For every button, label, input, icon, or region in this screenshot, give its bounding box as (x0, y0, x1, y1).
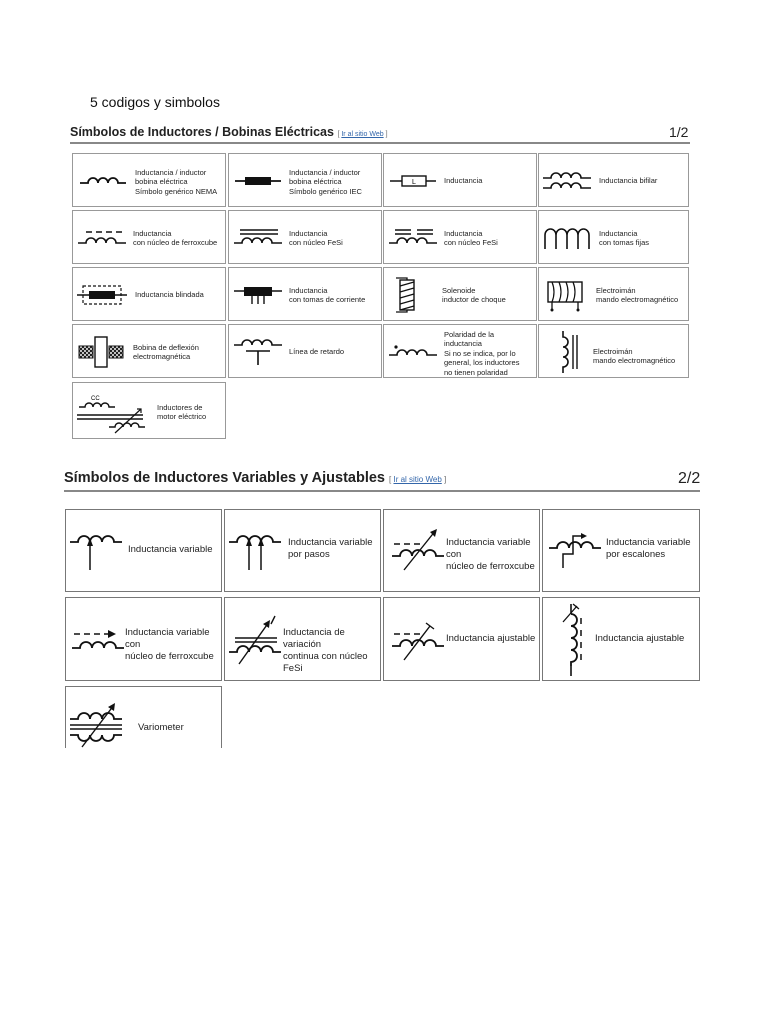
polarity-coil-icon (387, 341, 439, 363)
section-title: Símbolos de Inductores Variables y Ajustables [ Ir al sitio Web ] (64, 470, 447, 486)
site-link[interactable]: Ir al sitio Web (341, 131, 384, 138)
symbol-label: Inductancia con tomas fijas (599, 229, 650, 248)
symbol-cell (72, 382, 226, 439)
symbol-cell (228, 153, 382, 207)
symbol-label: Bobina de deflexión electromagnética (133, 343, 199, 362)
symbol-label: Variometer (138, 722, 184, 733)
symbol-label: Línea de retardo (289, 347, 345, 356)
ferrite-coil-icon (76, 225, 128, 251)
deflection-coil-icon (77, 333, 125, 371)
symbol-label: Inductancia con núcleo FeSi (289, 229, 343, 248)
symbol-cell (65, 597, 222, 681)
variometer-icon (68, 699, 124, 749)
coil-icon (78, 171, 128, 191)
symbol-cell (542, 509, 700, 592)
iron-core-coil-icon (387, 225, 439, 251)
symbol-cell (65, 686, 222, 748)
page-number: 2/2 (678, 470, 701, 487)
symbol-label: Solenoide inductor de choque (442, 286, 506, 305)
vertical-coil-icon (553, 329, 583, 375)
symbol-label: Inductancia variable con núcleo de ferroxcube (125, 627, 214, 662)
section-divider (70, 142, 690, 144)
stepped-variable-coil-icon (227, 524, 283, 574)
symbol-cell (383, 324, 537, 378)
symbol-cell (538, 324, 689, 378)
continuous-variable-coil-icon (227, 612, 285, 666)
section-title-text: Símbolos de Inductores / Bobinas Eléctricas (70, 125, 334, 139)
bifilar-coil-icon (541, 168, 593, 194)
symbol-label: Inductancia con tomas de corriente (289, 286, 366, 305)
step-variable-coil-icon (547, 524, 603, 574)
symbol-label: Electroimán mando electromagnético (593, 347, 676, 366)
symbol-label: Inductancia variable con núcleo de ferroxcube (446, 537, 535, 572)
symbol-label: Inductancia (444, 176, 483, 185)
section-title-text: Símbolos de Inductores Variables y Ajustables (64, 470, 385, 486)
symbol-cell (383, 210, 537, 264)
symbol-label: Inductancia bifilar (599, 176, 658, 185)
symbol-label: Inductancia variable por pasos (288, 537, 373, 560)
symbol-cell (72, 324, 226, 378)
symbol-cell (538, 267, 689, 321)
symbol-cell (224, 597, 381, 681)
symbol-cell (228, 324, 382, 378)
box-l-icon (388, 171, 438, 191)
symbol-cell (538, 210, 689, 264)
symbol-cell (383, 267, 537, 321)
symbol-label: Inductancia blindada (135, 290, 204, 299)
shielded-inductor-icon (75, 282, 129, 308)
symbol-label: Polaridad de la inductancia Si no se indica, por lo general, los inductores no tienen polaridad (444, 330, 520, 377)
variable-ferrite-coil-icon (390, 524, 446, 574)
page-heading: 5 codigos y simbolos (90, 94, 220, 110)
symbol-label: Inductancia de variación continua con núcleo FeSi (283, 627, 368, 674)
symbol-cell (383, 509, 540, 592)
motor-inductor-cc: CC (91, 396, 100, 402)
symbol-cell (72, 267, 226, 321)
symbol-label: Inductancia / inductor bobina eléctrica Símbolo genérico IEC (289, 168, 362, 196)
arrow-ferrite-coil-icon (70, 616, 126, 662)
symbol-cell (72, 210, 226, 264)
iec-block-icon (233, 171, 283, 191)
symbol-cell (228, 210, 382, 264)
iron-core-coil-icon (232, 225, 284, 251)
tapped-block-icon (232, 282, 284, 308)
solenoid-icon (392, 274, 422, 316)
symbol-cell (72, 153, 226, 207)
symbol-cell (542, 597, 700, 681)
symbol-label: Inductancia con núcleo FeSi (444, 229, 498, 248)
motor-inductor-icon (75, 389, 147, 435)
symbol-cell (228, 267, 382, 321)
symbol-cell (65, 509, 222, 592)
symbol-label: Inductancia / inductor bobina eléctrica Símbolo genérico NEMA (135, 168, 218, 196)
symbol-cell (224, 509, 381, 592)
symbol-label: Inductancia con núcleo de ferroxcube (133, 229, 218, 248)
electromagnet-icon (542, 276, 588, 314)
tapped-loops-icon (542, 223, 594, 253)
symbol-cell (538, 153, 689, 207)
symbol-label: Inductores de motor eléctrico (157, 403, 207, 422)
symbol-label: Inductancia ajustable (595, 633, 685, 644)
symbol-cell (383, 153, 537, 207)
box-l-letter: L (412, 179, 416, 186)
delay-line-icon (232, 333, 284, 369)
symbol-label: Inductancia ajustable (446, 633, 536, 644)
section-title: Símbolos de Inductores / Bobinas Eléctricas [ Ir al sitio Web ] (70, 125, 388, 139)
adjustable-coil-icon (390, 614, 446, 664)
symbol-cell (383, 597, 540, 681)
symbol-label: Inductancia variable por escalones (606, 537, 691, 560)
variable-coil-icon (68, 524, 124, 574)
site-link[interactable]: Ir al sitio Web (393, 475, 442, 484)
section-divider (64, 490, 700, 492)
page-number: 1/2 (669, 124, 689, 140)
vertical-adjustable-coil-icon (559, 602, 595, 678)
symbol-label: Inductancia variable (128, 544, 213, 555)
symbol-label: Electroimán mando electromagnético (596, 286, 679, 305)
